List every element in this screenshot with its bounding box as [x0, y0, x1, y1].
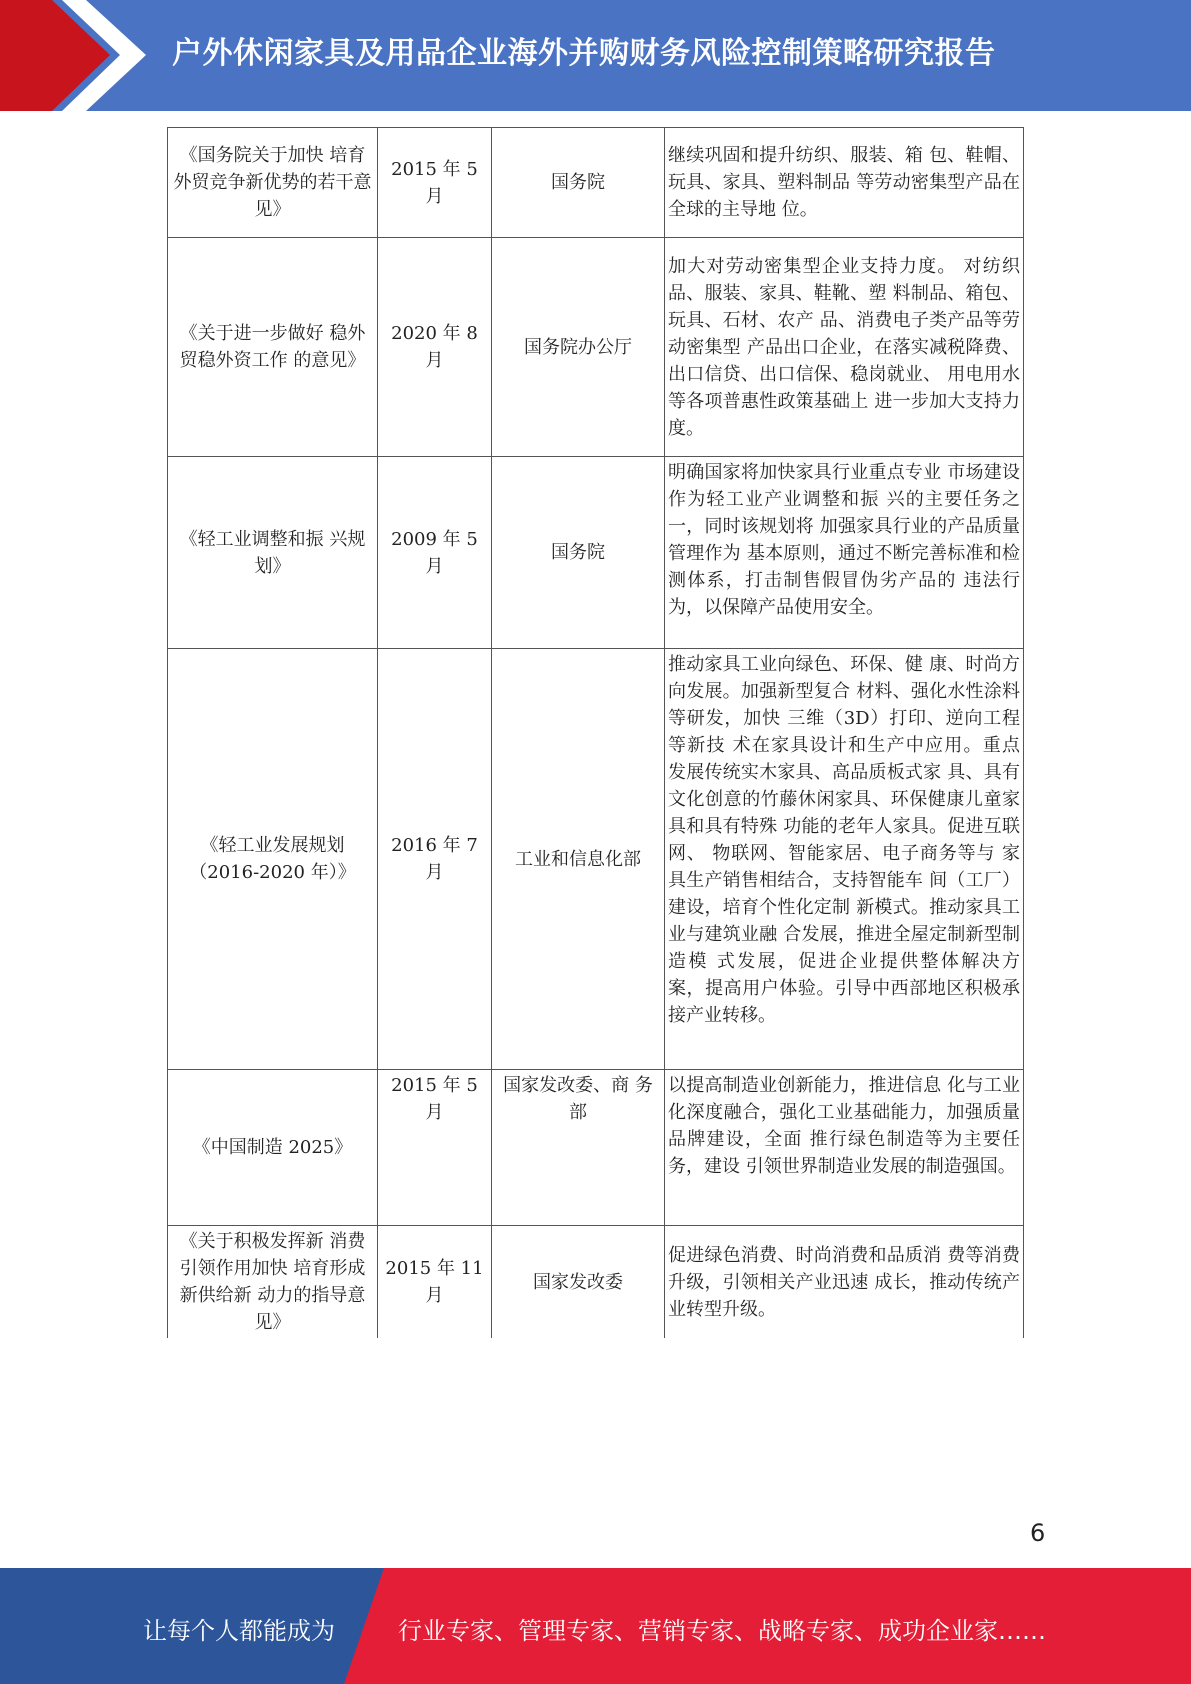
- report-title: 户外休闲家具及用品企业海外并购财务风险控制策略研究报告: [172, 36, 996, 71]
- policy-desc-cell: 推动家具工业向绿色、环保、健 康、时尚方向发展。加强新型复合 材料、强化水性涂料等研发，加快 三维（3D）打印、逆向工程等新技 术在家具设计和生产中应用。重点 发展传统实木家具、高品质板式家 具、具有文化创意的竹藤休闲家具、环保健康儿童家具和具有特殊 功能的老年人家具。促进互联网、 物联网、智能家居、电子商务等与 家具生产销售相结合，支持智能车 间（工厂）建设，培育个性化定制 新模式。推动家具工业与建筑业融 合发展，推进全屋定制新型制造模 式发展，促进企业提供整体解决方 案，提高用户体验。引导中西部地区积极承接产业转移。: [665, 649, 1024, 1070]
- policy-name-cell: 《关于进一步做好 稳外贸稳外资工作 的意见》: [168, 238, 378, 457]
- policy-org-cell: 国务院: [492, 128, 665, 238]
- footer-slogan-left: 让每个人都能成为: [143, 1617, 335, 1645]
- policy-date-cell: 2016 年 7 月: [378, 649, 492, 1070]
- table-row: [168, 128, 1024, 238]
- policy-date-cell: 2020 年 8 月: [378, 238, 492, 457]
- table-row: [168, 457, 1024, 649]
- policy-name-cell: 《轻工业发展规划（2016-2020 年）》: [168, 649, 378, 1070]
- policy-name-cell: 《中国制造 2025》: [168, 1070, 378, 1226]
- table-row: [168, 1226, 1024, 1339]
- policy-desc-cell: 继续巩固和提升纺织、服装、箱 包、鞋帽、玩具、家具、塑料制品 等劳动密集型产品在全球的主导地 位。: [665, 128, 1024, 238]
- policy-org-cell: 国家发改委、商 务部: [492, 1070, 665, 1226]
- page-number: 6: [1030, 1519, 1046, 1547]
- policy-date-cell: 2015 年 5 月: [378, 128, 492, 238]
- policy-org-cell: 国家发改委: [492, 1226, 665, 1339]
- policy-org-cell: 国务院办公厅: [492, 238, 665, 457]
- policy-name-cell: 《关于积极发挥新 消费引领作用加快 培育形成新供给新 动力的指导意见》: [168, 1226, 378, 1339]
- policy-date-cell: 2015 年 11 月: [378, 1226, 492, 1339]
- table-row: [168, 1070, 1024, 1226]
- policy-date-cell: 2015 年 5 月: [378, 1070, 492, 1226]
- table-row: [168, 649, 1024, 1070]
- policy-date-cell: 2009 年 5 月: [378, 457, 492, 649]
- policy-org-cell: 国务院: [492, 457, 665, 649]
- table-row: [168, 238, 1024, 457]
- policy-org-cell: 工业和信息化部: [492, 649, 665, 1070]
- policy-name-cell: 《国务院关于加快 培育外贸竞争新优势的若干意见》: [168, 128, 378, 238]
- policy-desc-cell: 加大对劳动密集型企业支持力度。 对纺织品、服装、家具、鞋靴、塑 料制品、箱包、玩具、石材、农产 品、消费电子类产品等劳动密集型 产品出口企业，在落实减税降费、 出口信贷、出口信保、稳岗就业、 用电用水等各项普惠性政策基础上 进一步加大支持力度。: [665, 238, 1024, 457]
- policy-desc-cell: 促进绿色消费、时尚消费和品质消 费等消费升级，引领相关产业迅速 成长，推动传统产业转型升级。: [665, 1226, 1024, 1339]
- policy-desc-cell: 明确国家将加快家具行业重点专业 市场建设作为轻工业产业调整和振 兴的主要任务之一，同时该规划将 加强家具行业的产品质量管理作为 基本原则，通过不断完善标准和检 测体系，打击制售假冒伪劣产品的 违法行为，以保障产品使用安全。: [665, 457, 1024, 649]
- page-footer: [0, 1568, 1191, 1684]
- page-header: [0, 0, 1191, 111]
- policy-table: [167, 127, 1024, 1338]
- footer-slogan-right: 行业专家、管理专家、营销专家、战略专家、成功企业家……: [398, 1617, 1046, 1645]
- policy-name-cell: 《轻工业调整和振 兴规划》: [168, 457, 378, 649]
- policy-desc-cell: 以提高制造业创新能力，推进信息 化与工业化深度融合，强化工业基础能力，加强质量品牌建设，全面 推行绿色制造等为主要任务，建设 引领世界制造业发展的制造强国。: [665, 1070, 1024, 1226]
